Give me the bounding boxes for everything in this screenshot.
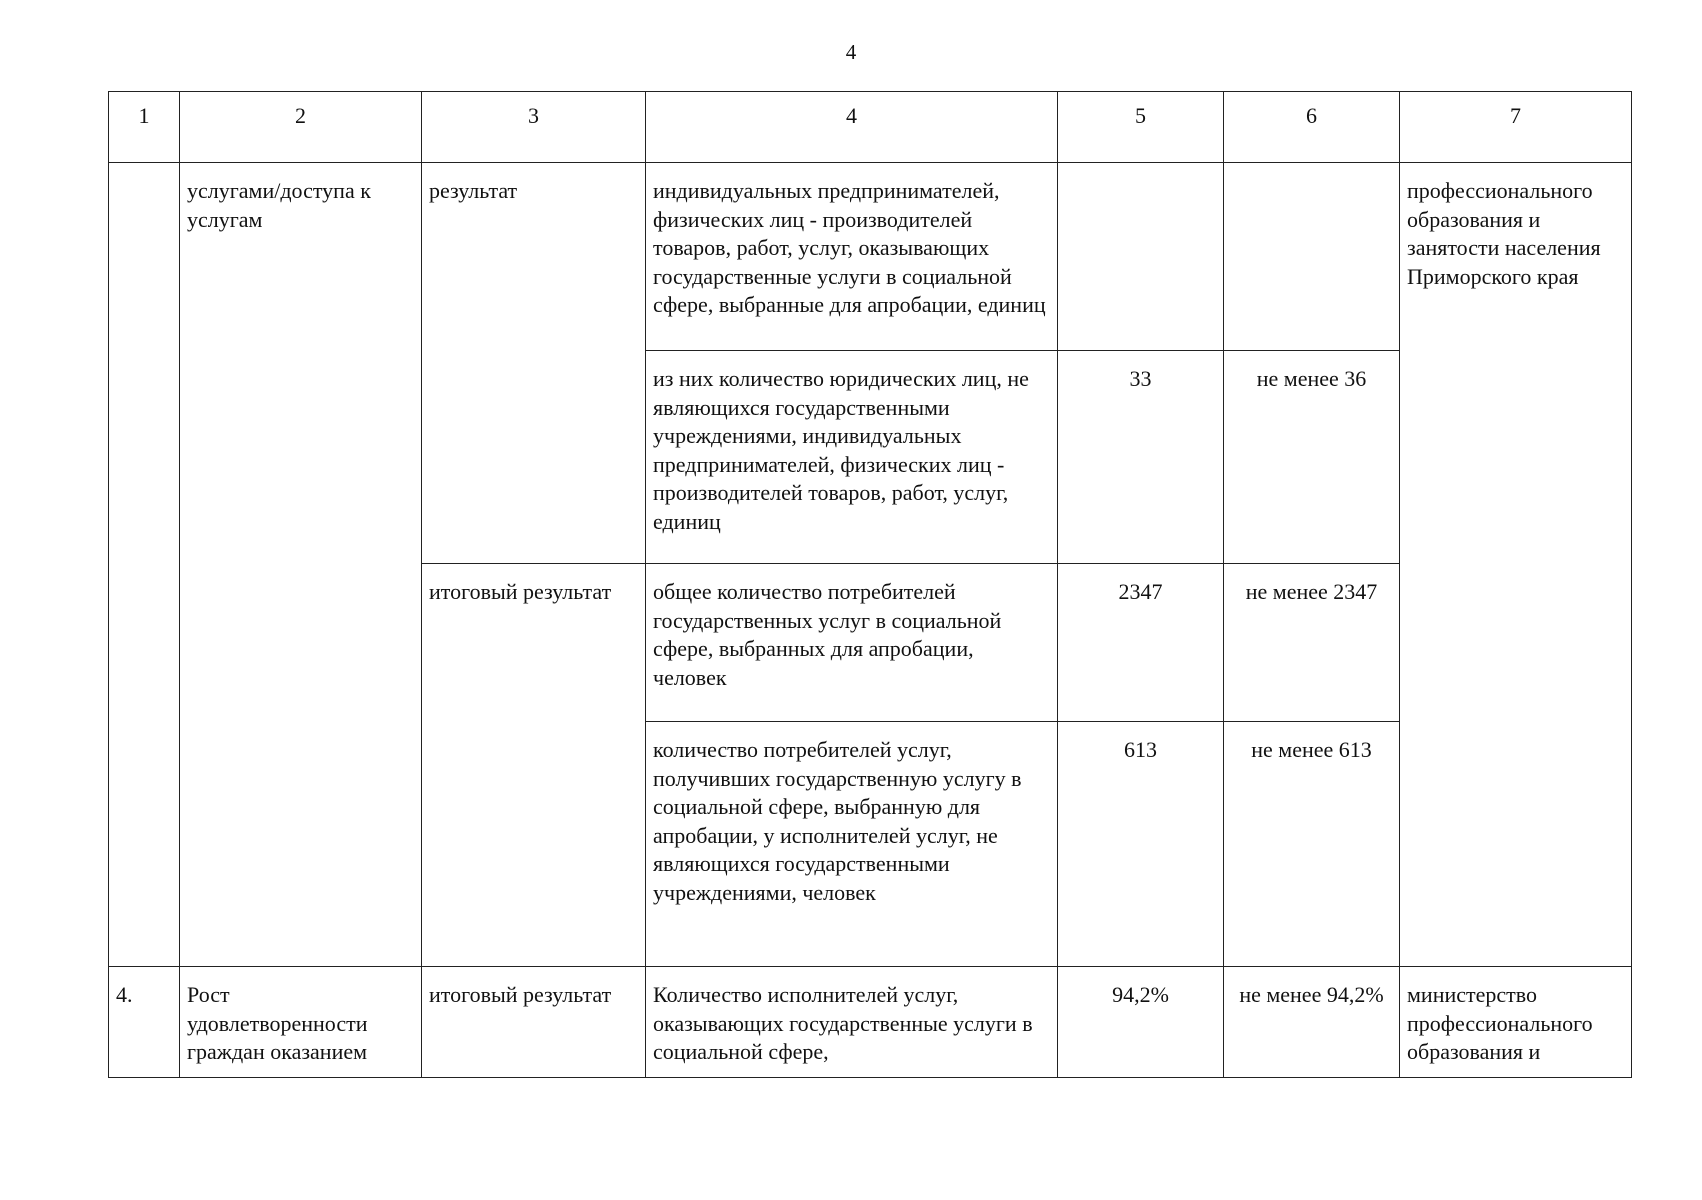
cell-target-value — [1224, 163, 1400, 351]
cell-base-value: 613 — [1058, 722, 1224, 967]
header-cell: 7 — [1400, 92, 1632, 163]
cell-responsible: профессионального образования и занятости населения Приморского края — [1400, 163, 1632, 967]
header-cell: 5 — [1058, 92, 1224, 163]
cell-target-value: не менее 2347 — [1224, 564, 1400, 722]
cell-base-value: 94,2% — [1058, 967, 1224, 1078]
cell-description: Количество исполнителей услуг, оказывающих государственные услуги в социальной сфере, — [646, 967, 1058, 1078]
cell-number — [109, 163, 180, 967]
cell-base-value: 2347 — [1058, 564, 1224, 722]
table-row — [109, 163, 1632, 351]
cell-indicator-name: Рост удовлетворенности граждан оказанием — [180, 967, 422, 1078]
table-header-row — [109, 92, 1632, 163]
cell-description: из них количество юридических лиц, не являющихся государственными учреждениями, индивидуальных предпринимателей, физических лиц - производителей товаров, работ, услуг, единиц — [646, 351, 1058, 564]
header-cell: 4 — [646, 92, 1058, 163]
cell-base-value — [1058, 163, 1224, 351]
header-cell: 1 — [109, 92, 180, 163]
cell-result-type: итоговый результат — [422, 967, 646, 1078]
header-cell: 3 — [422, 92, 646, 163]
table-row — [109, 967, 1632, 1078]
page-number: 4 — [845, 40, 857, 64]
cell-description: общее количество потребителей государственных услуг в социальной сфере, выбранных для апробации, человек — [646, 564, 1058, 722]
cell-result-type: результат — [422, 163, 646, 564]
cell-target-value: не менее 94,2% — [1224, 967, 1400, 1078]
cell-result-type: итоговый результат — [422, 564, 646, 967]
cell-description: количество потребителей услуг, получивших государственную услугу в социальной сфере, выбранную для апробации, у исполнителей услуг, не являющихся государственными учреждениями, человек — [646, 722, 1058, 967]
cell-responsible: министерство профессионального образования и — [1400, 967, 1632, 1078]
cell-number: 4. — [109, 967, 180, 1078]
cell-base-value: 33 — [1058, 351, 1224, 564]
cell-target-value: не менее 613 — [1224, 722, 1400, 967]
header-cell: 2 — [180, 92, 422, 163]
indicators-table — [108, 91, 1632, 1078]
cell-description: индивидуальных предпринимателей, физических лиц - производителей товаров, работ, услуг, оказывающих государственные услуги в социальной сфере, выбранные для апробации, единиц — [646, 163, 1058, 351]
cell-indicator-name: услугами/доступа к услугам — [180, 163, 422, 967]
cell-target-value: не менее 36 — [1224, 351, 1400, 564]
header-cell: 6 — [1224, 92, 1400, 163]
